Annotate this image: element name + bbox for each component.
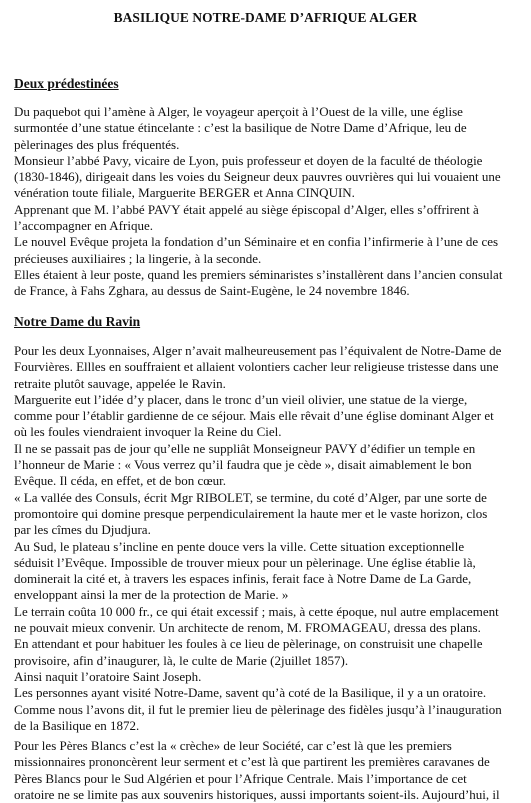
text-line: séduisit l’Evêque. Impossible de trouver mieux pour un pèlerinage. Une église établie là,	[14, 554, 476, 570]
text-line: ne pouvait mieux convenir. Un architecte de renom, M. FROMAGEAU, dressa des plans.	[14, 620, 481, 636]
text-line: l’honneur de Marie : « Vous verrez qu’il faudra que je cède », disait aimablement le bon	[14, 457, 472, 473]
section-heading-notre-dame-du-ravin: Notre Dame du Ravin	[14, 314, 141, 329]
text-line: Monsieur l’abbé Pavy, vicaire de Lyon, puis professeur et doyen de la faculté de théologie	[14, 152, 483, 168]
text-line: par les cîmes du Djudjura.	[14, 522, 151, 538]
text-line: Du paquebot qui l’amène à Alger, le voyageur aperçoit à l’Ouest de la ville, une église	[14, 104, 463, 119]
text-line: Ainsi naquit l’oratoire Saint Joseph.	[14, 668, 202, 684]
text-line: En attendant et pour habituer les foules à ce lieu de pèlerinage, on construisit une chapelle	[14, 636, 483, 652]
section-heading-deux-predestinees: Deux prédestinées	[14, 76, 119, 91]
paragraph-deux-predestinees	[14, 104, 526, 300]
paragraph-notre-dame-du-ravin	[14, 343, 526, 734]
text-line: Les personnes ayant visité Notre-Dame, savent qu’à coté de la Basilique, il y a un oratoire.	[14, 685, 487, 701]
text-line: « La vallée des Consuls, écrit Mgr RIBOLET, se termine, du coté d’Alger, par une sorte de	[14, 489, 487, 505]
text-line: où les foules viendraient invoquer la Reine du Ciel.	[14, 424, 282, 440]
text-line: Il ne se passait pas de jour qu’elle ne suppliât Monseigneur PAVY d’édifier un temple en	[14, 440, 476, 456]
text-line: enveloppant ainsi la mer de la protection de Marie. »	[14, 587, 289, 603]
text-line: Pour les deux Lyonnaises, Alger n’avait malheureusement pas l’équivalent de Notre-Dame de	[14, 343, 502, 358]
document-title: BASILIQUE NOTRE-DAME D’AFRIQUE ALGER	[113, 10, 418, 25]
text-line: Pour les Pères Blancs c’est la « crèche» de leur Société, car c’est là que les premiers	[14, 738, 452, 753]
text-line: dominerait la cité et, à travers les espaces infinis, ferait face à Notre Dame de La Garde,	[14, 571, 472, 587]
text-line: promontoire qui domine presque perpendiculairement la haute mer et le vaste horizon, clos	[14, 505, 488, 521]
text-line: Apprenant que M. l’abbé PAVY était appelé au siège épiscopal d’Alger, elles s’offrirent à	[14, 201, 479, 217]
text-line: Le nouvel Evêque projeta la fondation d’un Séminaire et en confia l’infirmerie à l’une de ces	[14, 234, 499, 250]
text-line: Elles étaient à leur poste, quand les premiers séminaristes s’installèrent dans l’ancien consulat	[14, 266, 503, 282]
text-line: comme pour l’établir gardienne de ce séjour. Mais elle rêvait d’une église dominant Alger et	[14, 408, 494, 424]
text-line: de France, à Fahs Zghara, au dessus de Saint-Eugène, le 24 novembre 1846.	[14, 283, 410, 299]
text-line: Evêque. Il céda, en effet, et de bon cœur.	[14, 473, 226, 489]
text-line: oratoire ne se limite pas aux souvenirs historiques, aussi importants soient-ils. Aujourd’hui, il	[14, 786, 500, 802]
text-line: vénération toute filiale, Marguerite BERGER et Anna CINQUIN.	[14, 185, 355, 201]
text-line: Marguerite eut l’idée d’y placer, dans le tronc d’un vieil olivier, une statue de la vierge,	[14, 391, 468, 407]
text-line: précieuses auxiliaires ; la lingerie, à la seconde.	[14, 250, 262, 266]
text-line: (1830-1846), dirigeait dans les voies du Seigneur deux pauvres ouvrières qui lui vouaient une	[14, 169, 501, 185]
text-line: l’accompagner en Afrique.	[14, 218, 153, 234]
text-line: Comme nous l’avons dit, il fut le premier lieu de pèlerinage des fidèles jusqu’à l’inauguration	[14, 701, 502, 717]
text-line: surmontée d’une statue étincelante : c’est la basilique de Notre Dame d’Afrique, leu de	[14, 120, 467, 136]
text-line: retraite plutôt sauvage, appelée le Ravin.	[14, 375, 226, 391]
text-line: missionnaires prononcèrent leur serment et c’est là que partirent les premières caravanes de	[14, 754, 490, 770]
paragraph-peres-blancs	[14, 738, 526, 803]
text-line: pèlerinages des plus fréquentés.	[14, 136, 180, 152]
text-line: Fourvières. Ellles en souffraient et allaient volontiers cacher leur religieuse tristesse dans une	[14, 359, 499, 375]
text-line: Le terrain coûta 10 000 fr., ce qui était excessif ; mais, à cette époque, nul autre emplacement	[14, 603, 499, 619]
text-line: Pères Blancs pour le Sud Algérien et pour l’Afrique Centrale. Mais l’importance de cet	[14, 770, 467, 786]
text-line: Au Sud, le plateau s’incline en pente douce vers la ville. Cette situation exceptionnelle	[14, 538, 465, 554]
text-line: de la Basilique en 1872.	[14, 717, 140, 733]
text-line: provisoire, afin d’inaugurer, là, le culte de Marie (2juillet 1857).	[14, 652, 349, 668]
